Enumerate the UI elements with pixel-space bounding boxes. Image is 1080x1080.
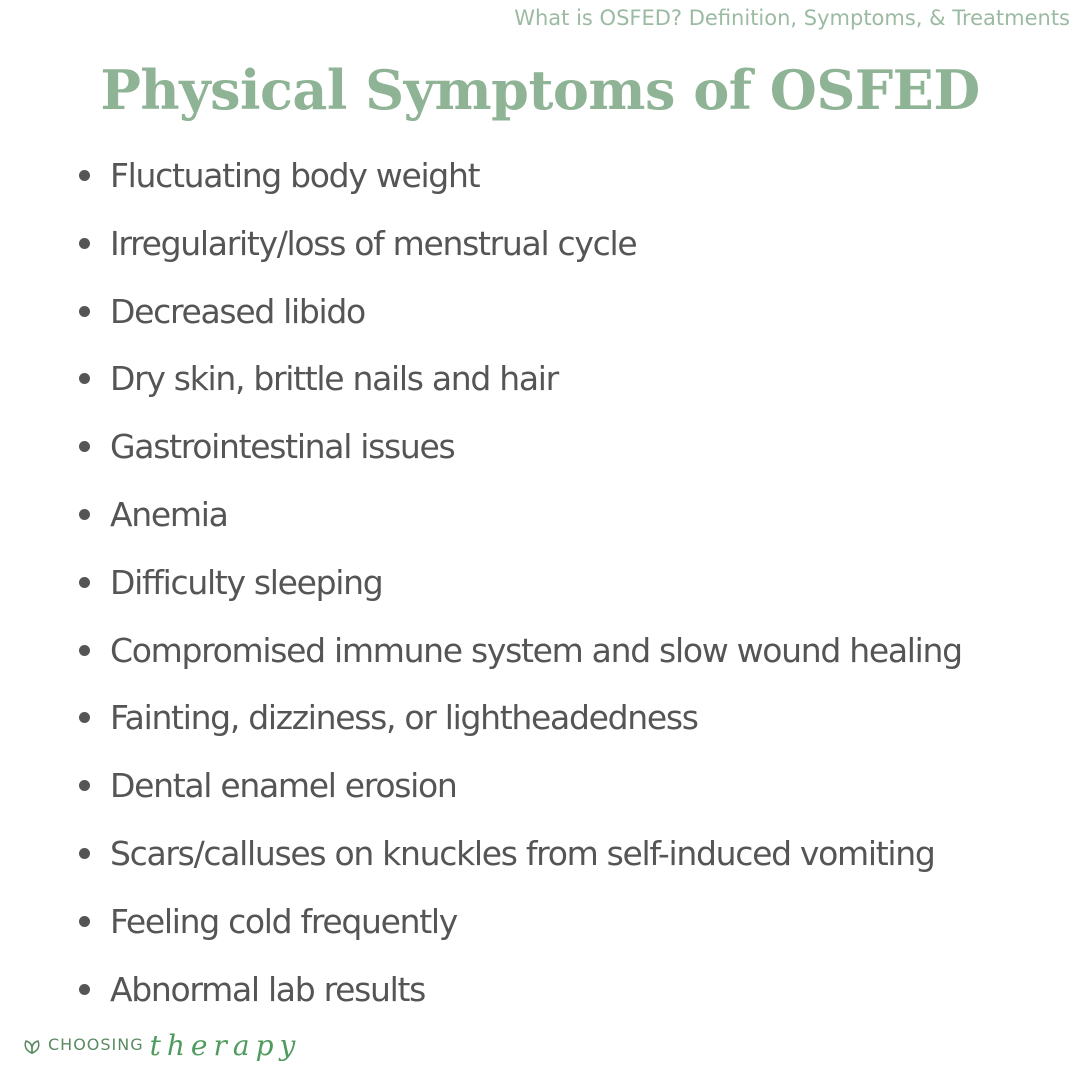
list-item-text: Dental enamel erosion bbox=[110, 766, 457, 806]
bullet-icon bbox=[79, 712, 90, 723]
list-item-text: Decreased libido bbox=[110, 291, 365, 331]
bullet-icon bbox=[79, 441, 90, 452]
bullet-icon bbox=[79, 577, 90, 588]
list-item-text: Dry skin, brittle nails and hair bbox=[110, 359, 558, 399]
bullet-icon bbox=[79, 509, 90, 520]
list-item-text: Anemia bbox=[110, 494, 228, 534]
list-item bbox=[0, 210, 1080, 278]
list-item-text: Irregularity/loss of menstrual cycle bbox=[110, 223, 637, 263]
list-item-text: Abnormal lab results bbox=[110, 969, 426, 1009]
symptom-list bbox=[0, 142, 1080, 1023]
list-item-text: Feeling cold frequently bbox=[110, 901, 457, 941]
bullet-icon bbox=[79, 984, 90, 995]
bullet-icon bbox=[79, 170, 90, 181]
leaf-icon bbox=[22, 1036, 42, 1056]
bullet-icon bbox=[79, 645, 90, 656]
bullet-icon bbox=[79, 238, 90, 249]
list-item bbox=[0, 956, 1080, 1024]
bullet-icon bbox=[79, 373, 90, 384]
bullet-icon bbox=[79, 306, 90, 317]
list-item bbox=[0, 413, 1080, 481]
list-item-text: Compromised immune system and slow wound healing bbox=[110, 630, 962, 670]
list-item-text: Fainting, dizziness, or lightheadedness bbox=[110, 698, 698, 738]
list-item bbox=[0, 617, 1080, 685]
list-item bbox=[0, 888, 1080, 956]
list-item-text: Scars/calluses on knuckles from self-induced vomiting bbox=[110, 833, 935, 873]
list-item-text: Difficulty sleeping bbox=[110, 562, 383, 602]
list-item bbox=[0, 752, 1080, 820]
bullet-icon bbox=[79, 848, 90, 859]
list-item bbox=[0, 142, 1080, 210]
bullet-icon bbox=[79, 780, 90, 791]
brand-word-therapy: therapy bbox=[149, 1029, 302, 1062]
list-item bbox=[0, 549, 1080, 617]
list-item bbox=[0, 345, 1080, 413]
brand-word-choosing: CHOOSING bbox=[48, 1035, 144, 1054]
list-item bbox=[0, 684, 1080, 752]
bullet-icon bbox=[79, 916, 90, 927]
list-item-text: Fluctuating body weight bbox=[110, 156, 480, 195]
list-item-text: Gastrointestinal issues bbox=[110, 427, 455, 467]
list-item bbox=[0, 820, 1080, 888]
list-item bbox=[0, 481, 1080, 549]
list-item bbox=[0, 278, 1080, 346]
header-caption: What is OSFED? Definition, Symptoms, & Treatments bbox=[514, 6, 1070, 30]
brand-logo bbox=[22, 1030, 301, 1060]
page-title: Physical Symptoms of OSFED bbox=[100, 58, 980, 122]
